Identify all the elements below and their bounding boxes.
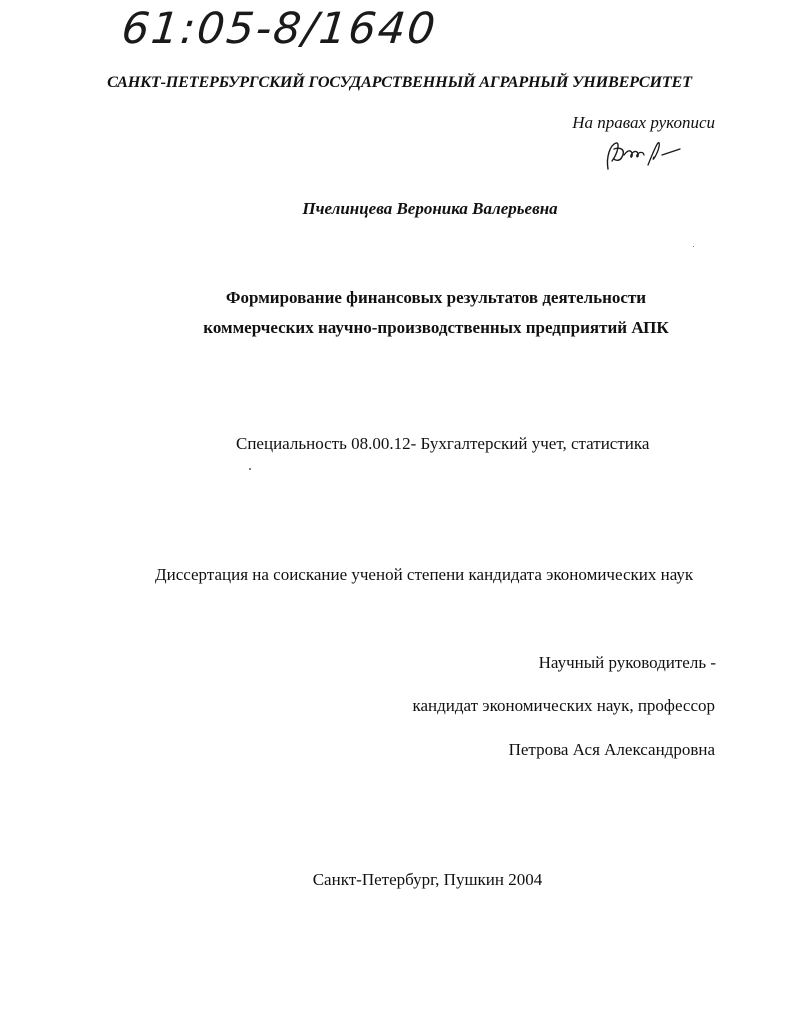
supervisor-label: Научный руководитель - (538, 653, 716, 672)
specialty-line: Специальность 08.00.12- Бухгалтерский учет, статистика (236, 434, 650, 453)
dissertation-title-line-1: Формирование финансовых результатов деятельности (225, 288, 647, 307)
author-name: Пчелинцева Вероника Валерьевна (302, 199, 558, 218)
signature-icon (600, 135, 690, 175)
place-and-year: Санкт-Петербург, Пушкин 2004 (312, 870, 543, 889)
scan-speck (693, 246, 694, 247)
archive-shelf-mark: 61:05-8/1640 (119, 4, 440, 54)
dissertation-note: Диссертация на соискание ученой степени кандидата экономических наук (155, 565, 694, 584)
supervisor-name: Петрова Ася Александровна (508, 740, 715, 759)
dissertation-title-line-2: коммерческих научно-производственных предприятий АПК (203, 318, 669, 337)
scan-speck (249, 468, 251, 470)
university-name: САНКТ-ПЕТЕРБУРГСКИЙ ГОСУДАРСТВЕННЫЙ АГРАРНЫЙ УНИВЕРСИТЕТ (107, 73, 692, 91)
rights-note: На правах рукописи (572, 113, 715, 132)
supervisor-degree: кандидат экономических наук, профессор (412, 696, 715, 715)
